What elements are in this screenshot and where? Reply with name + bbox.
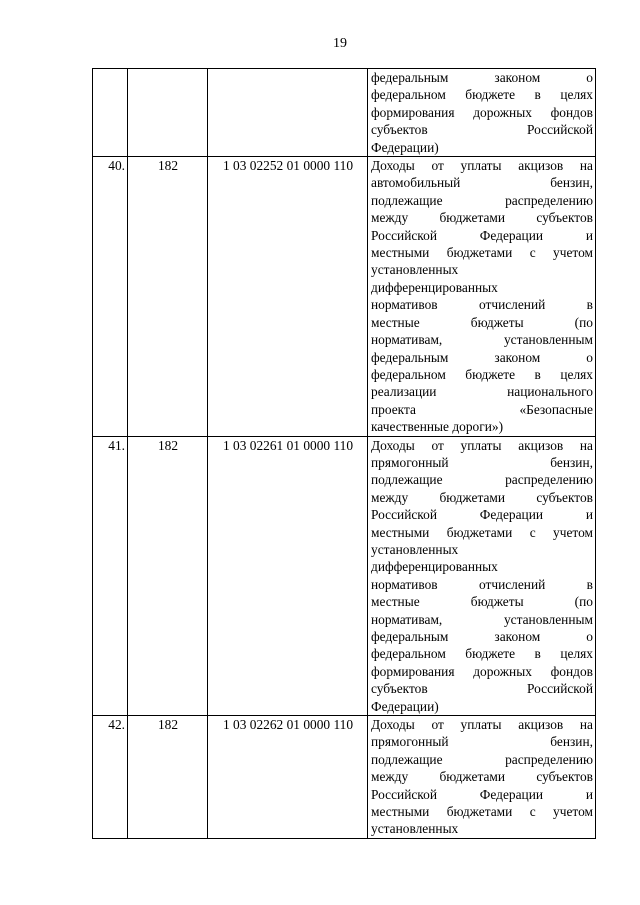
- revenue-description-cell: [368, 157, 596, 437]
- revenue-description-cell: [368, 436, 596, 716]
- description-line: местные бюджеты (по: [371, 594, 593, 610]
- description-line: нормативам, установленным: [371, 332, 593, 348]
- table-row: [93, 69, 596, 157]
- description-line: установленных: [371, 262, 459, 278]
- administrator-code-cell: 182: [128, 157, 208, 437]
- revenue-description-cell: [368, 716, 596, 839]
- description-line: местными бюджетами с учетом: [371, 804, 593, 820]
- description-line: между бюджетами субъектов: [371, 769, 593, 785]
- description-line: Доходы от уплаты акцизов на: [371, 437, 593, 453]
- page-number: 19: [333, 36, 347, 51]
- description-line: федеральным законом о: [371, 70, 593, 85]
- budget-classification-code-cell: 1 03 02252 01 0000 110: [208, 157, 368, 437]
- administrator-code-cell: 182: [128, 436, 208, 716]
- description-line: Российской Федерации и: [371, 507, 593, 523]
- table-row: [93, 716, 596, 839]
- description-line: прямогонный бензин,: [371, 454, 593, 470]
- table-row: [93, 436, 596, 716]
- description-line: федеральном бюджете в целях: [371, 366, 593, 382]
- description-line: нормативов отчислений в: [371, 297, 593, 313]
- description-line: нормативов отчислений в: [371, 576, 593, 592]
- description-line: Федерации): [371, 139, 439, 155]
- row-number-cell: 40.: [93, 157, 128, 437]
- administrator-code-cell: [128, 69, 208, 157]
- description-line: между бюджетами субъектов: [371, 489, 593, 505]
- revenue-classification-table: [92, 68, 596, 839]
- description-line: Федерации): [371, 698, 439, 714]
- description-line: подлежащие распределению: [371, 192, 593, 208]
- description-line: федеральным законом о: [371, 629, 593, 644]
- description-line: прямогонный бензин,: [371, 734, 593, 750]
- budget-classification-code-cell: 1 03 02261 01 0000 110: [208, 436, 368, 716]
- budget-classification-code-cell: [208, 69, 368, 157]
- description-line: субъектов Российской: [371, 681, 593, 697]
- description-line: качественные дороги»): [371, 419, 504, 435]
- description-line: между бюджетами субъектов: [371, 210, 593, 226]
- description-line: установленных: [371, 541, 459, 557]
- description-line: Российской Федерации и: [371, 227, 593, 243]
- description-line: субъектов Российской: [371, 122, 593, 138]
- revenue-description-cell: [368, 69, 596, 157]
- description-line: местными бюджетами с учетом: [371, 524, 593, 540]
- row-number-cell: [93, 69, 128, 157]
- description-line: нормативам, установленным: [371, 611, 593, 627]
- description-line: реализации национального: [371, 384, 593, 400]
- row-number-cell: 41.: [93, 436, 128, 716]
- table-row: [93, 157, 596, 437]
- description-line: Доходы от уплаты акцизов на: [371, 717, 593, 733]
- description-line: автомобильный бензин,: [371, 175, 593, 191]
- description-line: установленных: [371, 821, 459, 837]
- description-line: формирования дорожных фондов: [371, 663, 593, 679]
- description-line: федеральном бюджете в целях: [371, 87, 593, 103]
- description-line: дифференцированных: [371, 279, 498, 295]
- table-body: [93, 69, 596, 839]
- description-line: проекта «Безопасные: [371, 401, 593, 417]
- budget-classification-code-cell: 1 03 02262 01 0000 110: [208, 716, 368, 839]
- description-line: федеральным законом о: [371, 349, 593, 365]
- description-line: подлежащие распределению: [371, 472, 593, 488]
- description-line: дифференцированных: [371, 559, 498, 575]
- administrator-code-cell: 182: [128, 716, 208, 839]
- row-number-cell: 42.: [93, 716, 128, 839]
- description-line: федеральном бюджете в целях: [371, 646, 593, 662]
- description-line: Доходы от уплаты акцизов на: [371, 158, 593, 174]
- description-line: Российской Федерации и: [371, 786, 593, 802]
- description-line: формирования дорожных фондов: [371, 104, 593, 120]
- description-line: подлежащие распределению: [371, 751, 593, 767]
- description-line: местные бюджеты (по: [371, 314, 593, 330]
- description-line: местными бюджетами с учетом: [371, 245, 593, 261]
